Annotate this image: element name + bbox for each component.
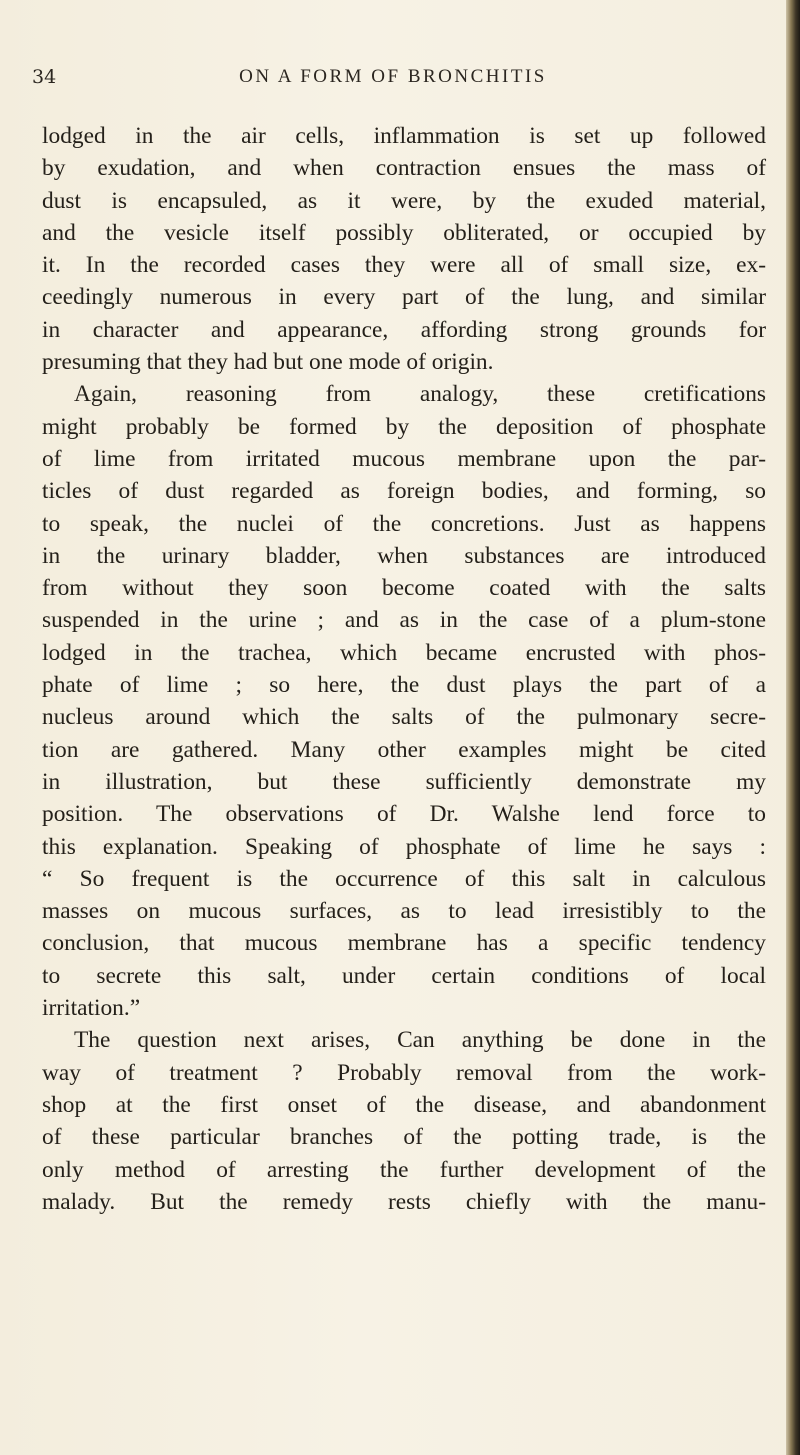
- text-line: might probably be formed by the deposition of phosphate: [42, 413, 766, 440]
- text-line: conclusion, that mucous membrane has a specific tendency: [42, 930, 766, 957]
- page-header: [0, 66, 786, 100]
- text-line: nucleus around which the salts of the pulmonary secre-: [42, 704, 766, 731]
- text-line: lodged in the trachea, which became encrusted with phos-: [42, 639, 766, 666]
- text-line: in illustration, but these sufficiently demonstrate my: [42, 768, 766, 795]
- text-line: this explanation. Speaking of phosphate of lime he says :: [42, 833, 766, 860]
- book-binding-edge: [786, 0, 800, 1455]
- text-line: of these particular branches of the potting trade, is the: [42, 1124, 766, 1151]
- text-line: Again, reasoning from analogy, these cretifications: [74, 381, 766, 408]
- text-line: and the vesicle itself possibly obliterated, or occupied by: [42, 219, 766, 246]
- running-title: ON A FORM OF BRONCHITIS: [239, 66, 547, 87]
- text-line: shop at the first onset of the disease, and abandonment: [42, 1091, 766, 1118]
- text-line: way of treatment ? Probably removal from the work-: [42, 1059, 766, 1086]
- text-line: masses on mucous surfaces, as to lead irresistibly to the: [42, 898, 766, 925]
- text-line: presuming that they had but one mode of origin.: [42, 349, 494, 376]
- text-line: in character and appearance, affording strong grounds for: [42, 316, 766, 343]
- text-line: malady. But the remedy rests chiefly with the manu-: [42, 1188, 766, 1215]
- text-line: to secrete this salt, under certain conditions of local: [42, 962, 766, 989]
- text-line: “ So frequent is the occurrence of this salt in calculous: [42, 865, 766, 892]
- text-line: irritation.”: [42, 995, 141, 1022]
- text-line: ticles of dust regarded as foreign bodies, and forming, so: [42, 478, 766, 505]
- text-line: ceedingly numerous in every part of the lung, and similar: [42, 284, 766, 311]
- text-line: position. The observations of Dr. Walshe lend force to: [42, 801, 766, 828]
- text-line: The question next arises, Can anything be done in the: [74, 1027, 766, 1054]
- text-line: suspended in the urine ; and as in the case of a plum-stone: [42, 607, 766, 634]
- text-line: to speak, the nuclei of the concretions. Just as happens: [42, 510, 766, 537]
- text-line: it. In the recorded cases they were all of small size, ex-: [42, 252, 766, 279]
- text-line: dust is encapsuled, as it were, by the exuded material,: [42, 187, 766, 214]
- text-line: in the urinary bladder, when substances are introduced: [42, 542, 766, 569]
- text-line: tion are gathered. Many other examples might be cited: [42, 736, 766, 763]
- body-text: [42, 120, 766, 1218]
- text-line: phate of lime ; so here, the dust plays the part of a: [42, 672, 766, 699]
- text-line: by exudation, and when contraction ensues the mass of: [42, 155, 766, 182]
- text-line: lodged in the air cells, inflammation is set up followed: [42, 123, 766, 149]
- text-line: from without they soon become coated with the salts: [42, 575, 766, 602]
- text-line: of lime from irritated mucous membrane upon the par-: [42, 445, 766, 472]
- page-number: 34: [32, 66, 57, 88]
- text-line: only method of arresting the further development of the: [42, 1156, 766, 1183]
